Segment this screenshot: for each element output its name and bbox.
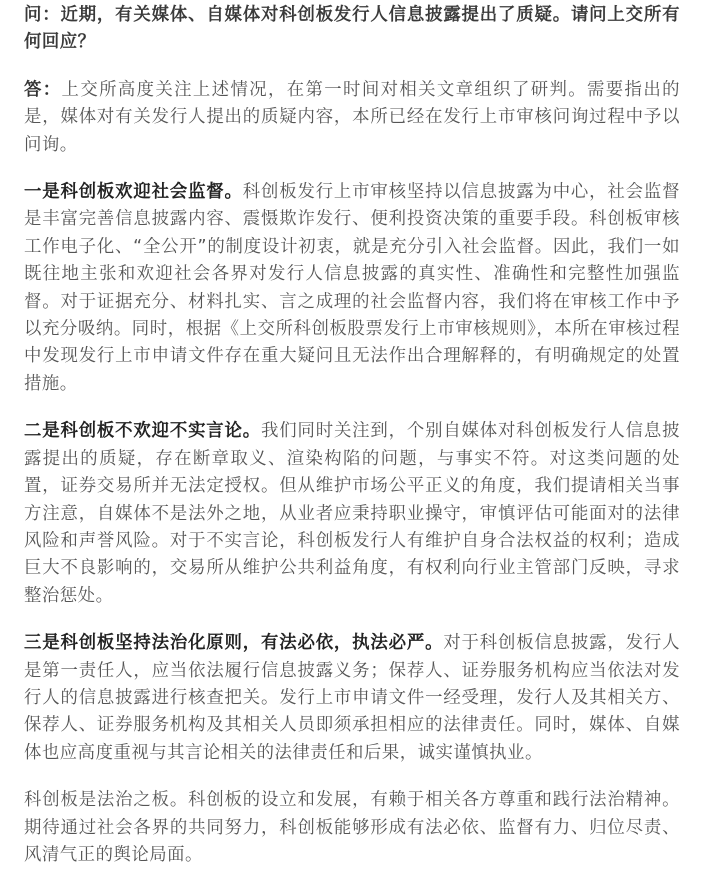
closing-paragraph xyxy=(24,787,680,869)
section-2-lead: 二是科创板不欢迎不实言论。 xyxy=(24,421,262,442)
section-1-lead: 一是科创板欢迎社会监督。 xyxy=(24,182,243,203)
closing-text: 科创板是法治之板。科创板的设立和发展，有赖于相关各方尊重和践行法治精神。期待通过社会各界的共同努力，科创板能够形成有法必依、监督有力、归位尽责、风清气正的舆论局面。 xyxy=(24,790,680,865)
section-3-paragraph xyxy=(24,630,680,767)
answer-paragraph xyxy=(24,77,680,159)
question-paragraph xyxy=(24,2,680,57)
answer-text: 上交所高度关注上述情况，在第一时间对相关文章组织了研判。需要指出的是，媒体对有关发行人提出的质疑内容，本所已经在发行上市审核问询过程中予以问询。 xyxy=(24,79,680,155)
section-2-body: 我们同时关注到，个别自媒体对科创板发行人信息披露提出的质疑，存在断章取义、渲染构陷的问题，与事实不符。对这类问题的处置，证券交易所并无法定授权。但从维护市场公平正义的角度，我们提请相关当事方注意，自媒体不是法外之地，从业者应秉持职业操守，审慎评估可能面对的法律风险和声誉风险。对于不实言论，科创板发行人有维护自身合法权益的权利；造成巨大不良影响的，交易所从维护公共利益角度，有权利向行业主管部门反映，寻求整治惩处。 xyxy=(24,421,680,606)
section-2-paragraph xyxy=(24,418,680,610)
section-3-body: 对于科创板信息披露，发行人是第一责任人，应当依法履行信息披露义务；保荐人、证券服务机构应当依法对发行人的信息披露进行核查把关。发行上市申请文件一经受理，发行人及其相关方、保荐人、证券服务机构及其相关人员即须承担相应的法律责任。同时，媒体、自媒体也应高度重视与其言论相关的法律责任和后果，诚实谨慎执业。 xyxy=(24,633,680,763)
question-text: 问：近期，有关媒体、自媒体对科创板发行人信息披露提出了质疑。请问上交所有何回应？ xyxy=(24,5,680,53)
section-1-body: 科创板发行上市审核坚持以信息披露为中心，社会监督是丰富完善信息披露内容、震慑欺诈发行、便利投资决策的重要手段。科创板审核工作电子化、“全公开”的制度设计初衷，就是充分引入社会监督。因此，我们一如既往地主张和欢迎社会各界对发行人信息披露的真实性、准确性和完整性加强监督。对于证据充分、材料扎实、言之成理的社会监督内容，我们将在审核工作中予以充分吸纳。同时，根据《上交所科创板股票发行上市审核规则》，本所在审核过程中发现发行上市申请文件存在重大疑问且无法作出合理解释的，有明确规定的处置措施。 xyxy=(24,182,680,394)
article-body xyxy=(24,2,680,889)
section-3-lead: 三是科创板坚持法治化原则，有法必依，执法必严。 xyxy=(24,633,444,654)
section-1-paragraph xyxy=(24,179,680,398)
answer-label: 答： xyxy=(24,79,62,100)
